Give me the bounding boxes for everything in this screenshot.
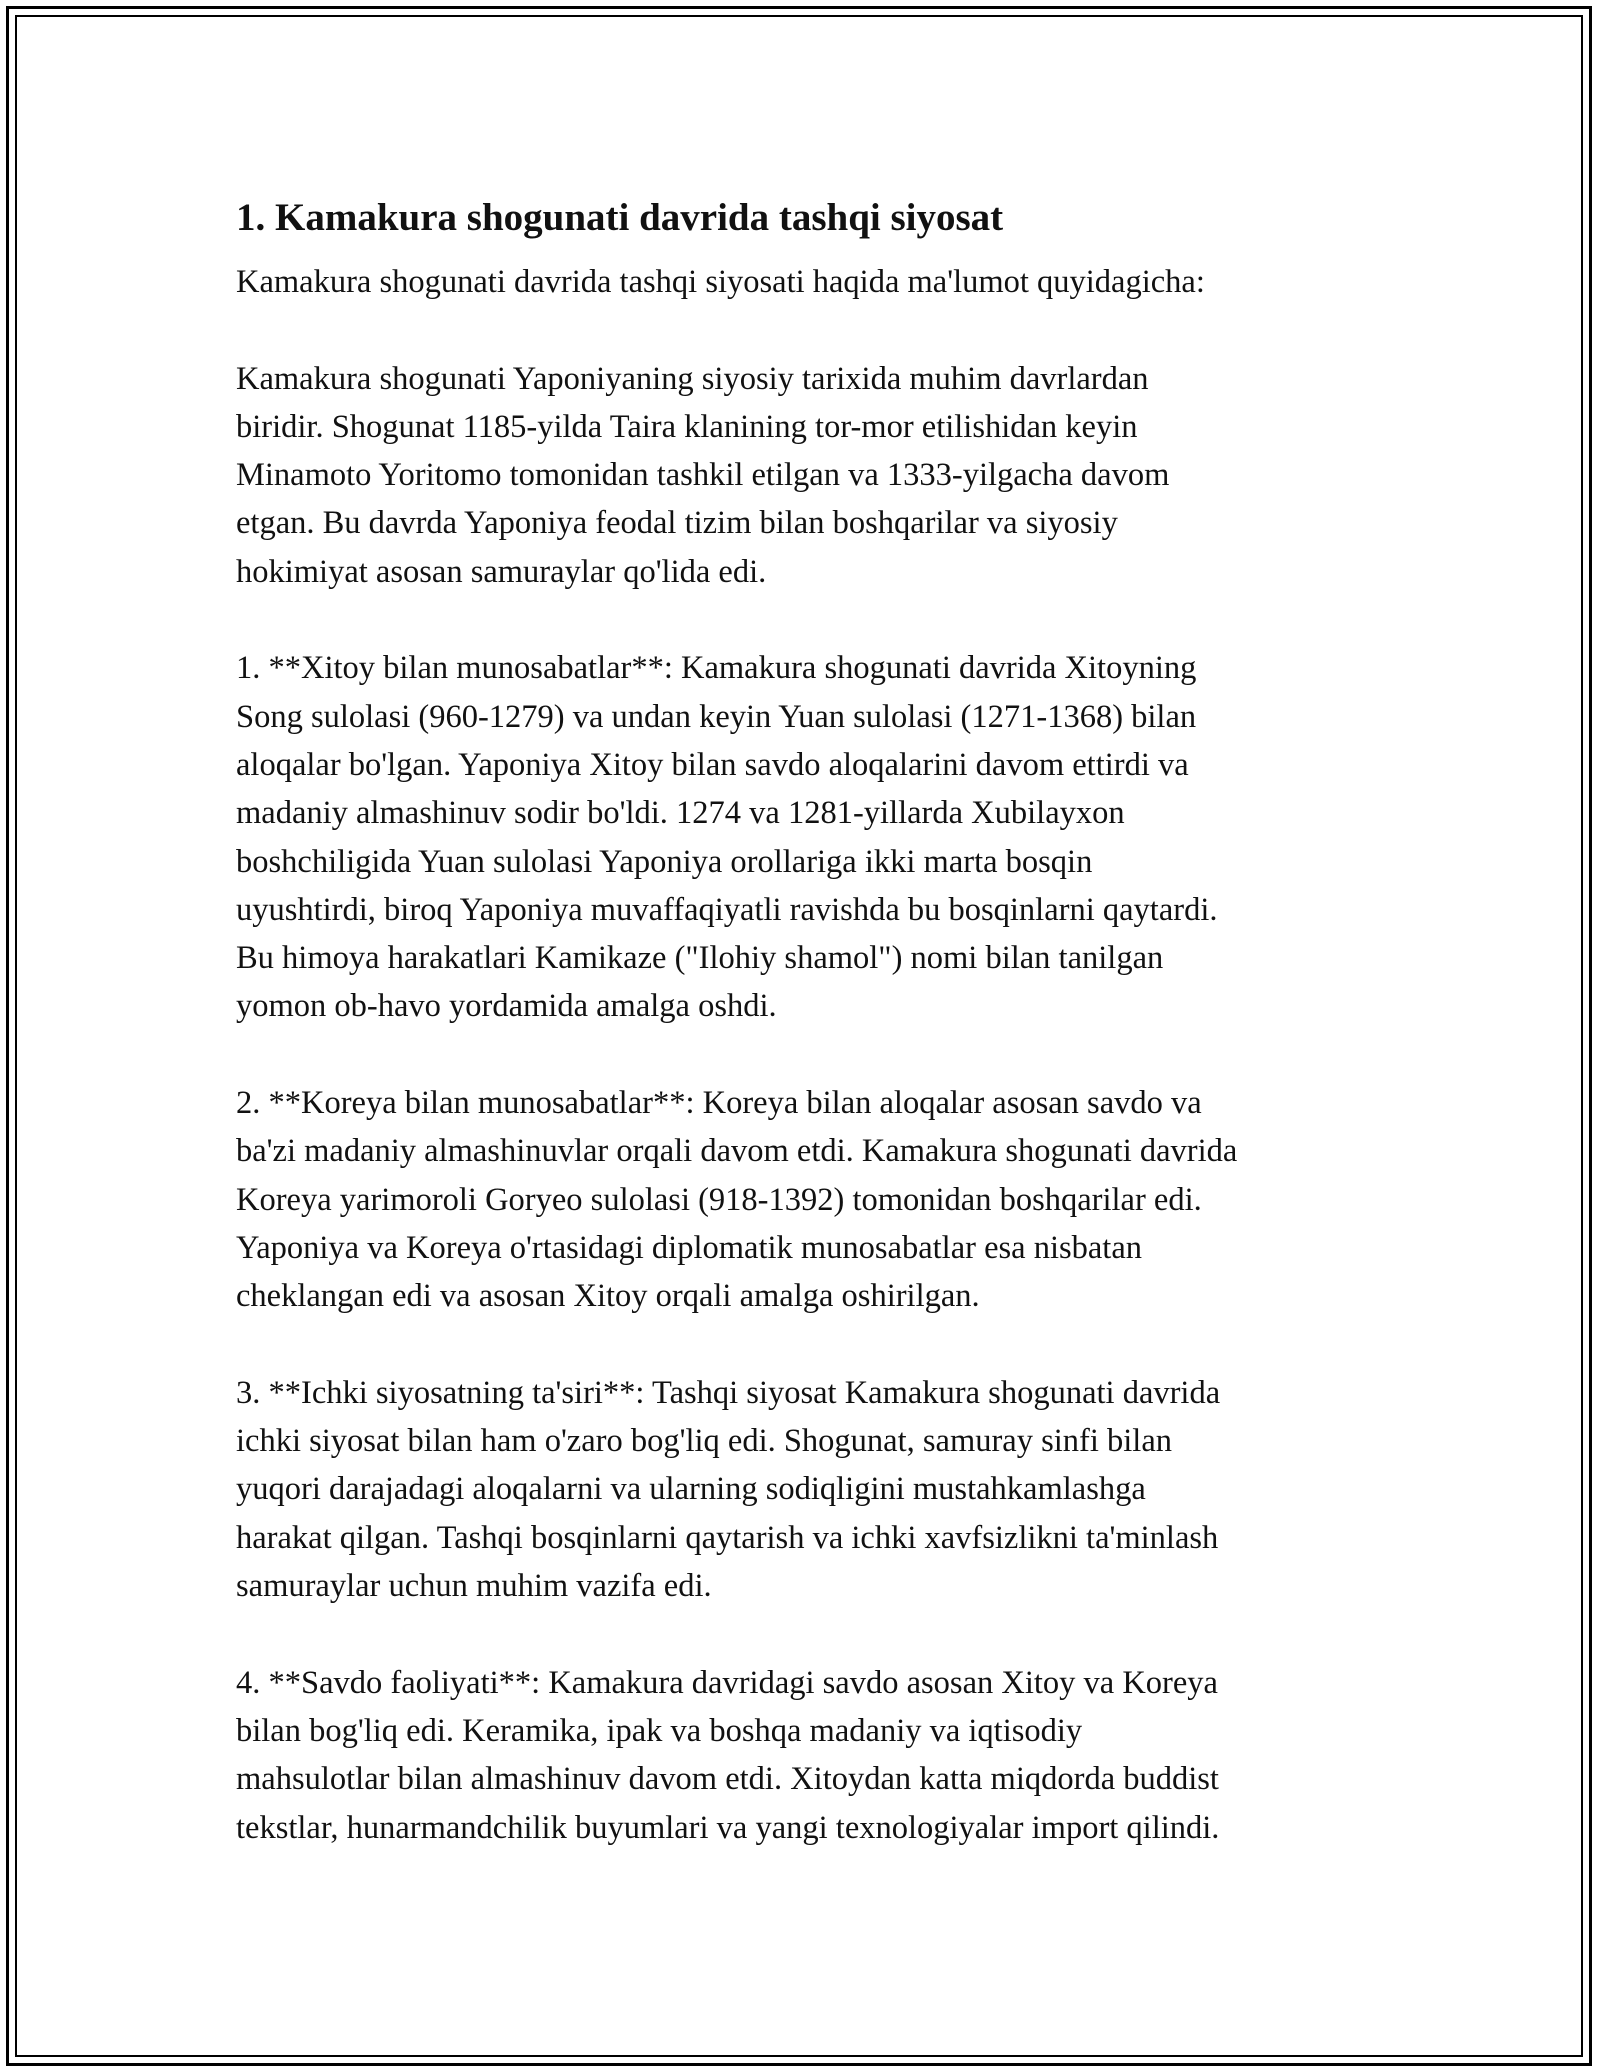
paragraph-line: cheklangan edi va asosan Xitoy orqali amalga oshirilgan. [236,1278,980,1315]
paragraph-line: mahsulotlar bilan almashinuv davom etdi. Xitoydan katta miqdorda buddist [236,1761,1219,1798]
paragraph-line: harakat qilgan. Tashqi bosqinlarni qaytarish va ichki xavfsizlikni ta'minlash [236,1519,1219,1556]
paragraph [236,1369,1386,1610]
paragraph-list [236,258,1386,1852]
paragraph-line: Yaponiya va Koreya o'rtasidagi diplomatik munosabatlar esa nisbatan [236,1229,1143,1266]
paragraph-line: aloqalar bo'lgan. Yaponiya Xitoy bilan savdo aloqalarini davom ettirdi va [236,746,1189,783]
paragraph-line: Minamoto Yoritomo tomonidan tashkil etilgan va 1333-yilgacha davom [236,457,1170,494]
paragraph-line: 4. **Savdo faoliyati**: Kamakura davridagi savdo asosan Xitoy va Koreya [236,1664,1218,1701]
paragraph-line: Song sulolasi (960-1279) va undan keyin Yuan sulolasi (1271-1368) bilan [236,698,1197,735]
paragraph-line: yomon ob-havo yordamida amalga oshdi. [236,988,777,1025]
paragraph [236,644,1386,1030]
document-body [236,180,1386,1852]
document-title: 1. Kamakura shogunati davrida tashqi siyosat [236,196,1004,239]
paragraph-line: biridir. Shogunat 1185-yilda Taira klanining tor-mor etilishidan keyin [236,408,1138,445]
paragraph-line: samuraylar uchun muhim vazifa edi. [236,1568,712,1605]
paragraph-line: boshchiligida Yuan sulolasi Yaponiya orollariga ikki marta bosqin [236,843,1093,880]
paragraph-line: Kamakura shogunati davrida tashqi siyosati haqida ma'lumot quyidagicha: [236,264,1205,300]
paragraph-line: Bu himoya harakatlari Kamikaze ("Ilohiy shamol") nomi bilan tanilgan [236,940,1164,977]
paragraph [236,355,1386,596]
paragraph-line: hokimiyat asosan samuraylar qo'lida edi. [236,553,767,590]
paragraph-line: 3. **Ichki siyosatning ta'siri**: Tashqi siyosat Kamakura shogunati davrida [236,1374,1221,1411]
paragraph-line: Koreya yarimoroli Goryeo sulolasi (918-1392) tomonidan boshqarilar edi. [236,1181,1202,1218]
paragraph [236,258,1386,306]
paragraph-line: uyushtirdi, biroq Yaponiya muvaffaqiyatli ravishda bu bosqinlarni qaytardi. [236,891,1218,928]
paragraph-line: yuqori darajadagi aloqalarni va ularning sodiqligini mustahkamlashga [236,1471,1146,1508]
paragraph-line: bilan bog'liq edi. Keramika, ipak va boshqa madaniy va iqtisodiy [236,1712,1083,1749]
paragraph-line: 2. **Koreya bilan munosabatlar**: Koreya bilan aloqalar asosan savdo va [236,1085,1202,1122]
paragraph-line: ba'zi madaniy almashinuvlar orqali davom etdi. Kamakura shogunati davrida [236,1133,1238,1170]
paragraph-line: etgan. Bu davrda Yaponiya feodal tizim bilan boshqarilar va siyosiy [236,505,1118,542]
paragraph [236,1079,1386,1320]
paragraph-line: Kamakura shogunati Yaponiyaning siyosiy tarixida muhim davrlardan [236,360,1149,397]
paragraph-line: ichki siyosat bilan ham o'zaro bog'liq edi. Shogunat, samuray sinfi bilan [236,1423,1172,1460]
paragraph-line: madaniy almashinuv sodir bo'ldi. 1274 va 1281-yillarda Xubilayxon [236,795,1125,832]
paragraph-line: tekstlar, hunarmandchilik buyumlari va yangi texnologiyalar import qilindi. [236,1809,1220,1846]
paragraph [236,1659,1386,1852]
paragraph-line: 1. **Xitoy bilan munosabatlar**: Kamakura shogunati davrida Xitoyning [236,650,1197,687]
